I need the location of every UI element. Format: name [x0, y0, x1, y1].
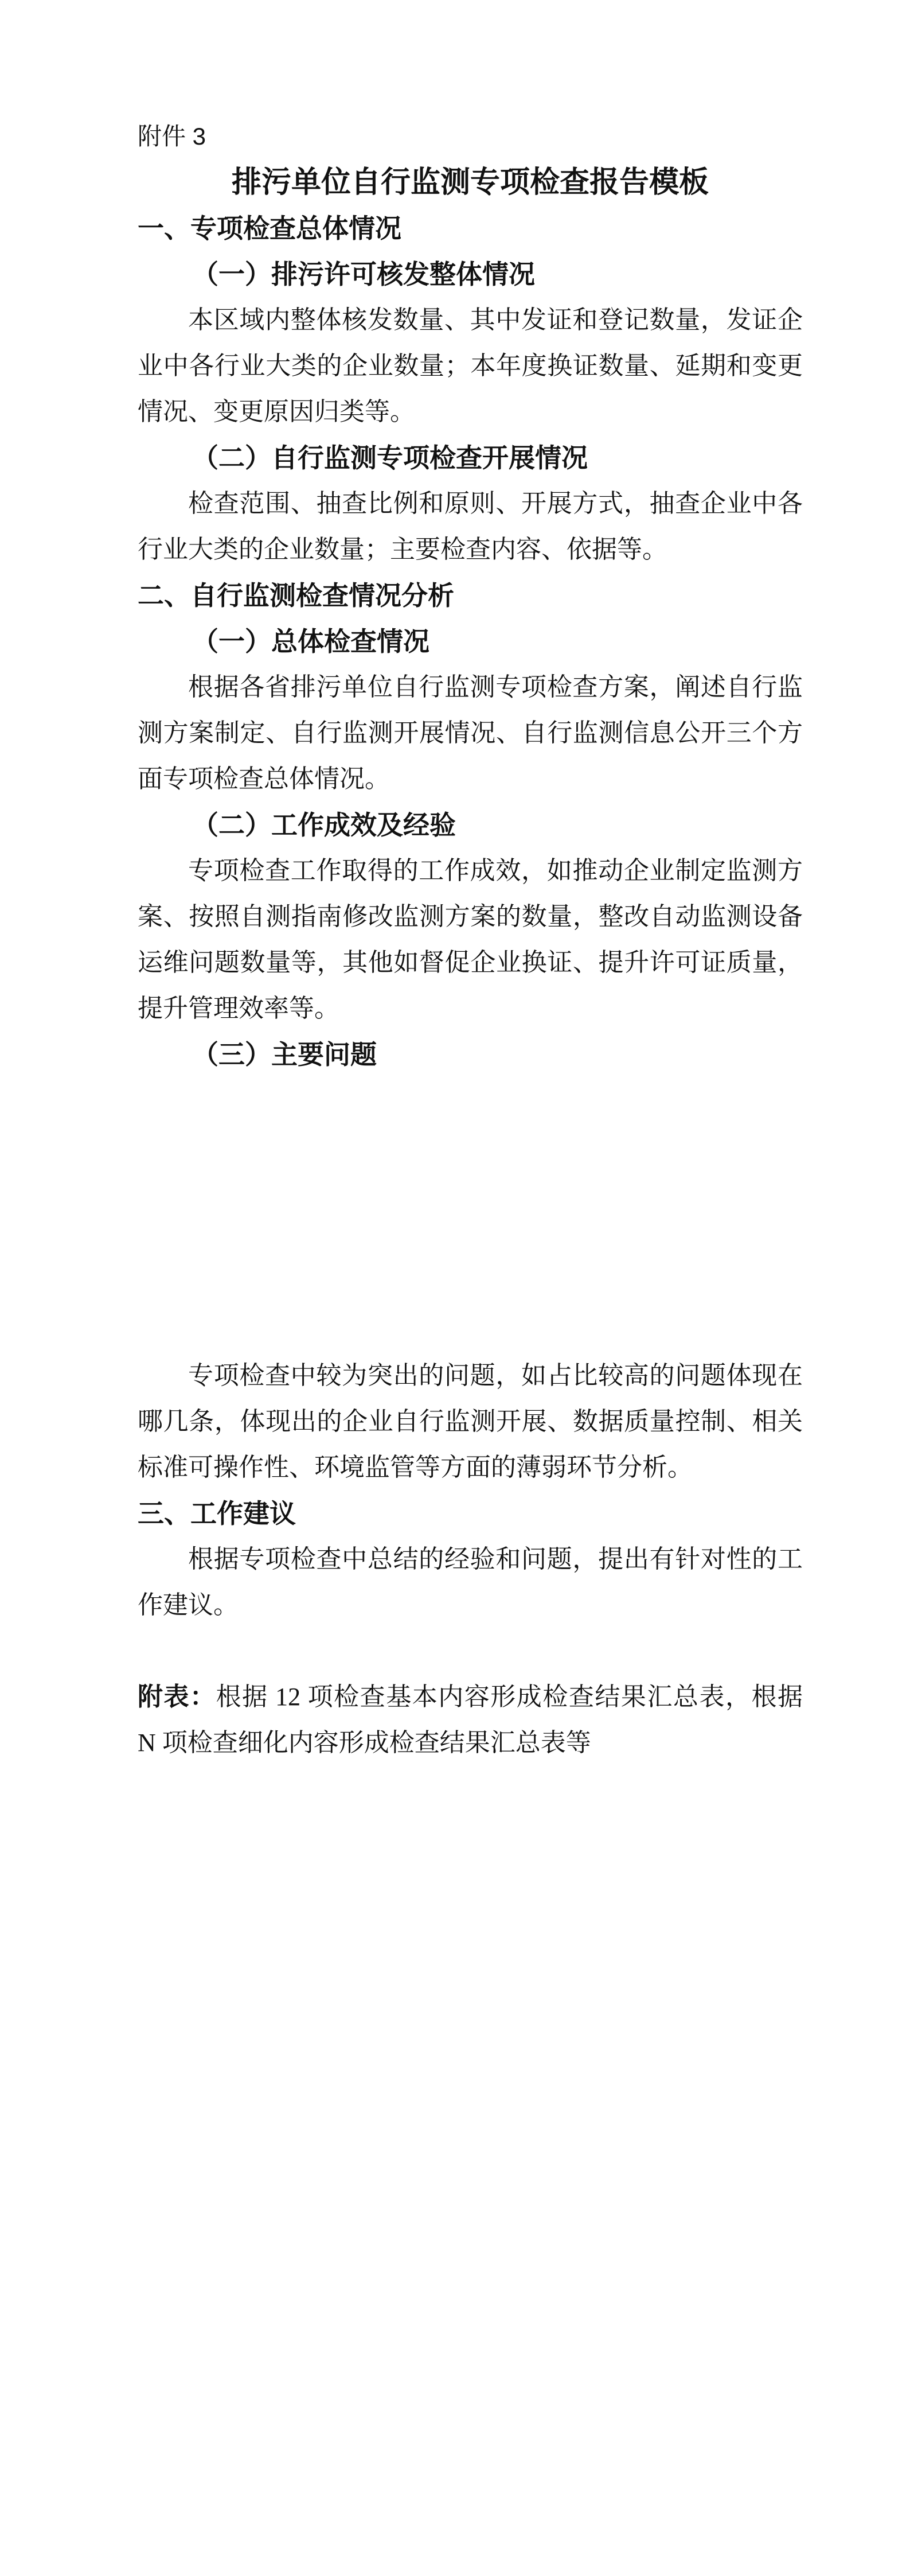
attachment-label: 附件 3 — [138, 123, 206, 150]
paragraph: 专项检查中较为突出的问题，如占比较高的问题体现在哪几条，体现出的企业自行监测开展、数据质量控制、相关标准可操作性、环境监管等方面的薄弱环节分析。 — [138, 1361, 803, 1481]
section-heading: 一、专项检查总体情况 — [138, 213, 401, 243]
subsection-heading: （二）自行监测专项检查开展情况 — [192, 443, 588, 473]
subsection-heading: （一）总体检查情况 — [192, 627, 429, 656]
appendix-note — [138, 1674, 803, 1766]
content-gap — [138, 1628, 803, 1674]
paragraph: 检查范围、抽查比例和原则、开展方式，抽查企业中各行业大类的企业数量；主要检查内容、依据等。 — [138, 489, 803, 563]
appendix-text: 根据 12 项检查基本内容形成检查结果汇总表，根据 N 项检查细化内容形成检查结果汇总表等 — [138, 1683, 803, 1757]
section-heading: 三、工作建议 — [138, 1499, 296, 1528]
paragraph: 根据各省排污单位自行监测专项检查方案，阐述自行监测方案制定、自行监测开展情况、自行监测信息公开三个方面专项检查总体情况。 — [138, 673, 803, 793]
document-title: 排污单位自行监测专项检查报告模板 — [231, 166, 709, 199]
subsection-heading: （一）排污许可核发整体情况 — [192, 259, 535, 289]
paragraph: 根据专项检查中总结的经验和问题，提出有针对性的工作建议。 — [138, 1545, 803, 1619]
content-gap — [138, 1077, 803, 1353]
section-heading: 二、自行监测检查情况分析 — [138, 581, 454, 610]
paragraph: 专项检查工作取得的工作成效，如推动企业制定监测方案、按照自测指南修改监测方案的数量，整改自动监测设备运维问题数量等，其他如督促企业换证、提升许可证质量，提升管理效率等。 — [138, 857, 803, 1022]
subsection-heading: （三）主要问题 — [192, 1040, 377, 1069]
subsection-heading: （二）工作成效及经验 — [192, 810, 456, 840]
appendix-label: 附表： — [138, 1683, 216, 1711]
paragraph: 本区域内整体核发数量、其中发证和登记数量，发证企业中各行业大类的企业数量；本年度换证数量、延期和变更情况、变更原因归类等。 — [138, 306, 803, 426]
